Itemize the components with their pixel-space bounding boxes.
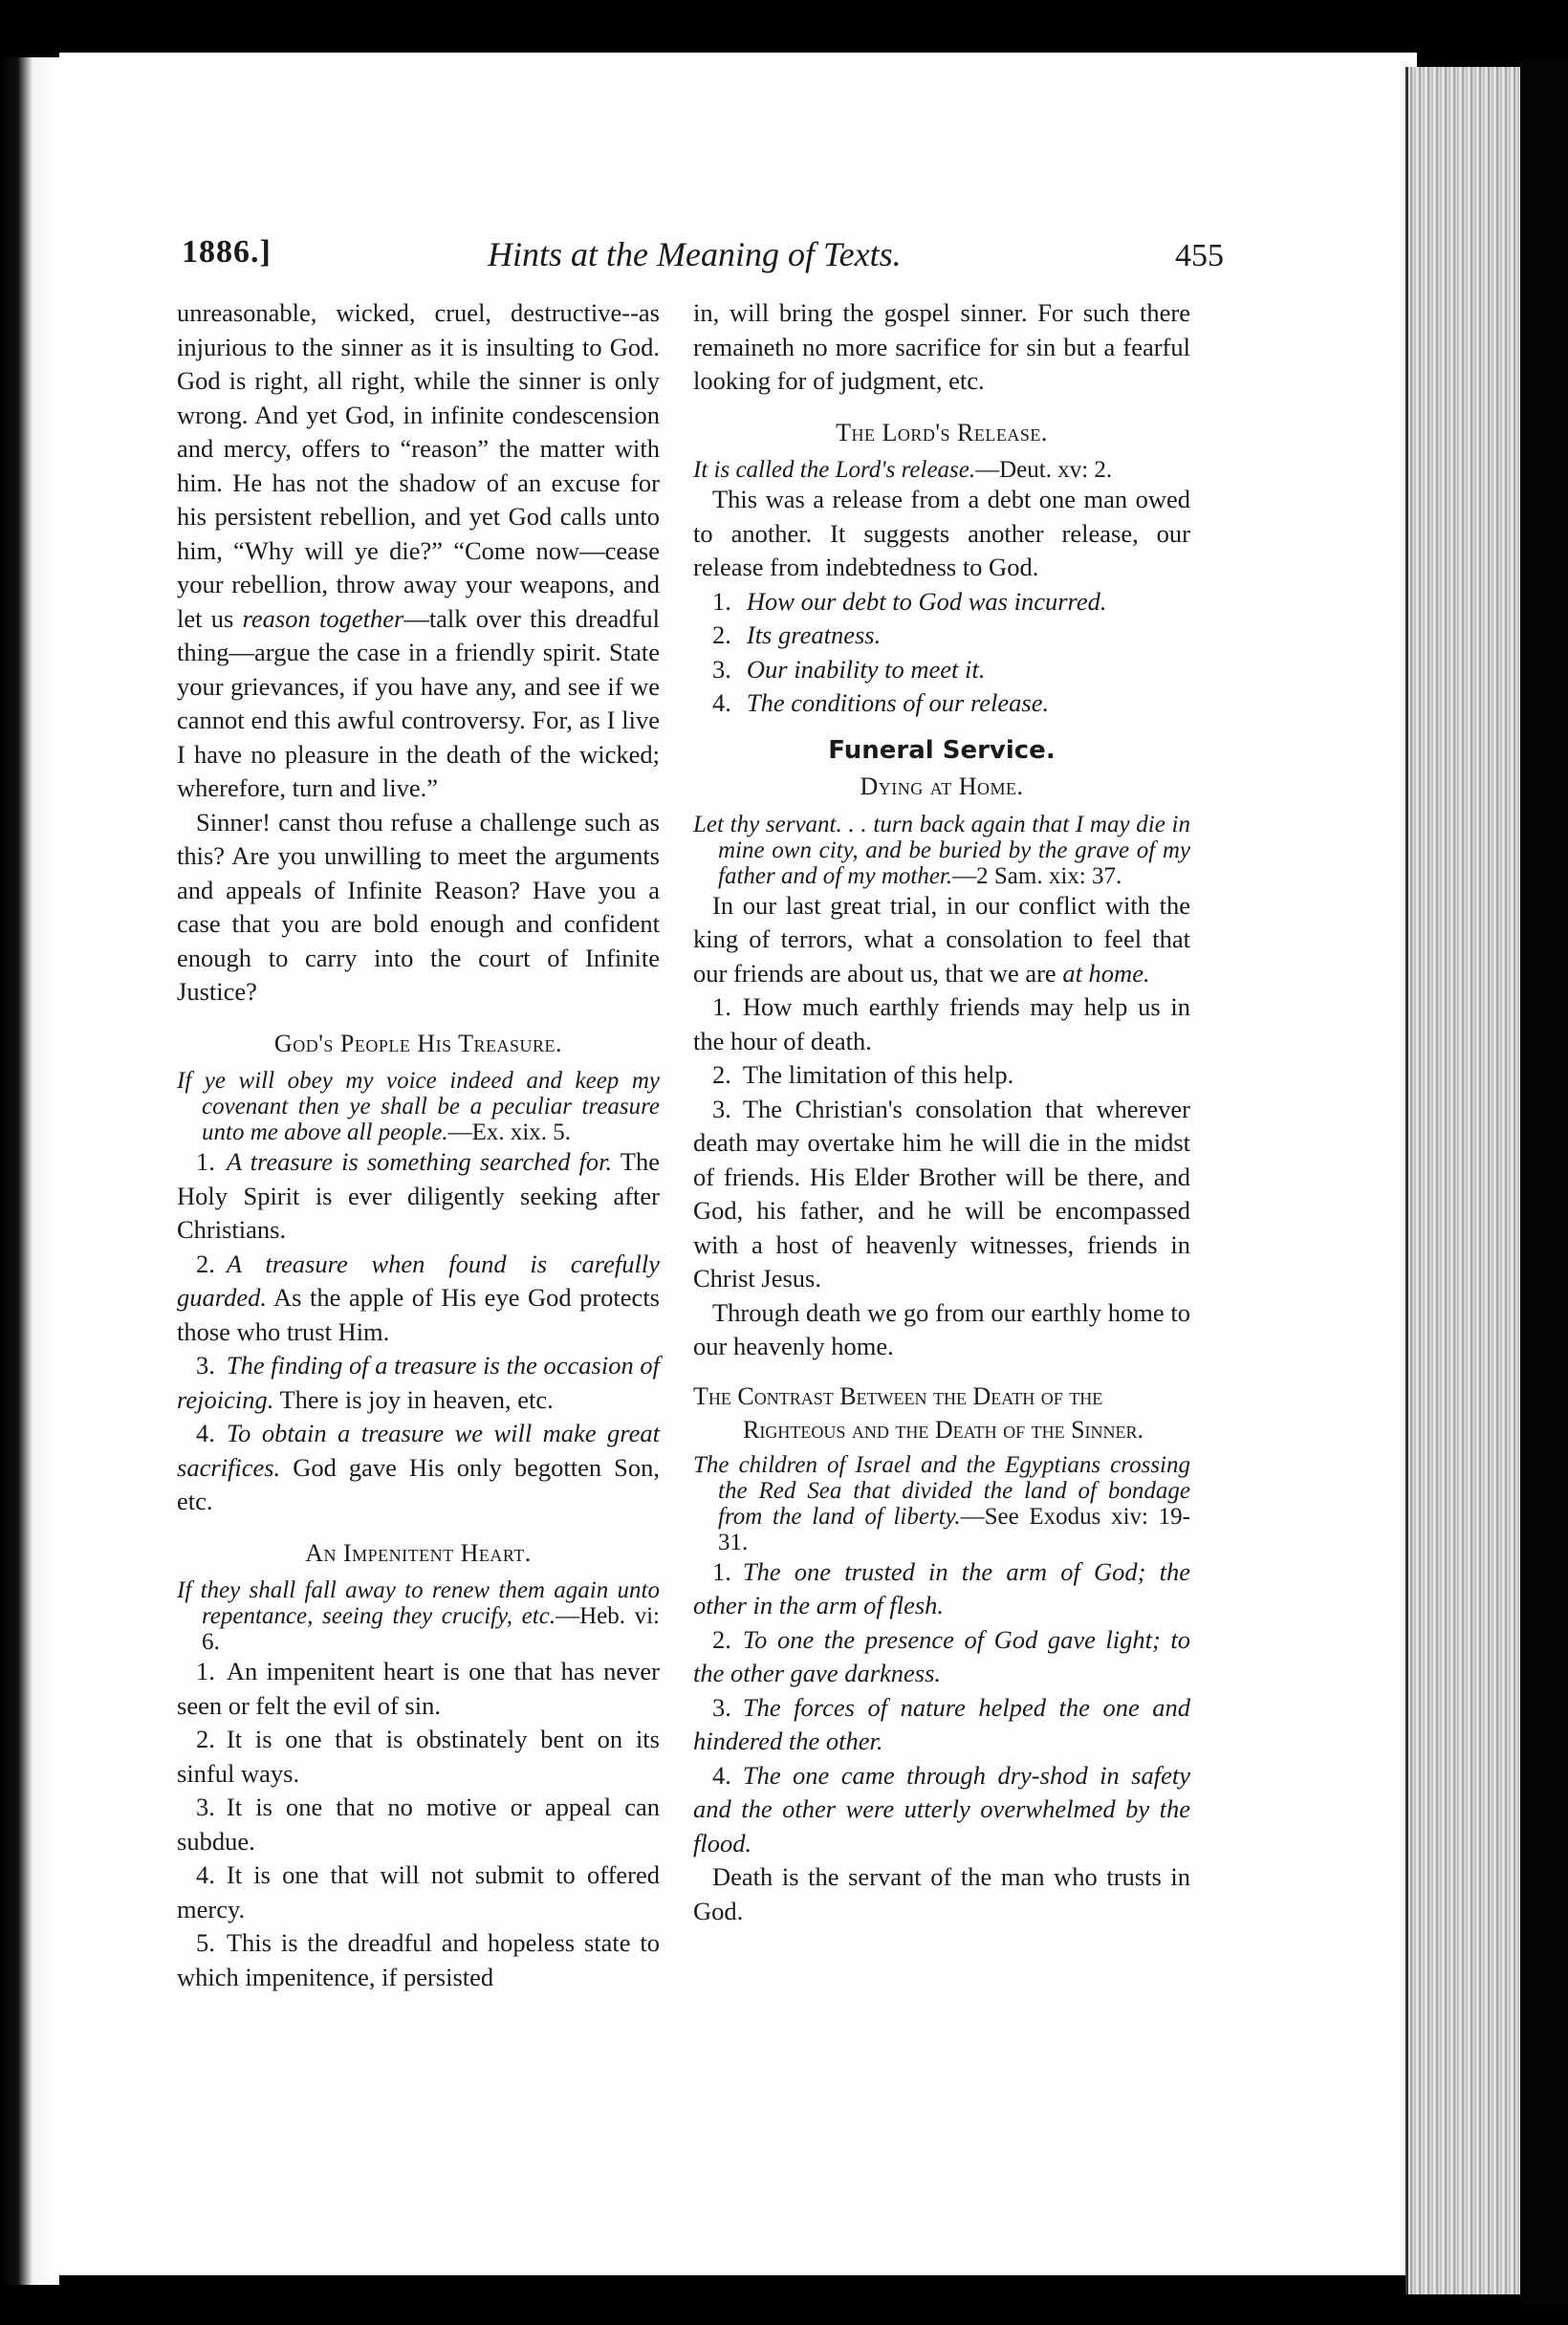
quote-text: It is called the Lord's release.: [693, 457, 976, 483]
section-heading: An Impenitent Heart.: [305, 1538, 532, 1567]
item-text: Our inability to meet it.: [746, 654, 986, 684]
list-item: [177, 1145, 660, 1248]
item-text: Its greatness.: [746, 620, 882, 649]
paragraph: [693, 889, 1190, 991]
scripture-quote: [177, 1577, 660, 1655]
quote-reference: —Heb. vi: 6.: [202, 1603, 660, 1655]
list-item: [177, 1858, 660, 1926]
item-text: The Holy Spirit is ever diligently seeking after Christians.: [177, 1147, 660, 1244]
list-item: [177, 1349, 660, 1417]
item-text: The limitation of this help.: [742, 1060, 1014, 1089]
right-column: [693, 296, 1190, 1928]
paragraph: Death is the servant of the man who trusts in God.: [693, 1862, 1190, 1925]
list-item: [693, 653, 1190, 687]
item-text: God gave His only begotten Son, etc.: [177, 1452, 660, 1515]
paragraph: This was a release from a debt one man owed to another. It suggests another release, our release from indebtedness to God.: [693, 485, 1190, 581]
book-page-edges: [1405, 67, 1533, 2294]
quote-reference: —See Exodus xiv: 19-31.: [718, 1503, 1190, 1555]
list-item: [177, 1417, 660, 1519]
item-text: The Christian's consolation that wherever death may overtake him he will die in the midst of friends. His Elder Brother will be there, and God, his father, and he will be encompassed with a host of heavenly witnesses, friends in Christ Jesus.: [693, 1094, 1190, 1293]
section-heading: God's People His Treasure.: [273, 1029, 563, 1057]
item-text: It is one that will not submit to offered mercy.: [177, 1860, 660, 1923]
item-number: 3.: [196, 1793, 215, 1821]
paragraph: in, will bring the gospel sinner. For such there remaineth no more sacrifice for sin but a fearful looking for of judgment, etc.: [693, 298, 1190, 395]
quote-reference: —Ex. xix. 5.: [447, 1119, 572, 1145]
item-text: As the apple of His eye God protects those who trust Him.: [177, 1283, 660, 1346]
quote-text: The children of Israel and the Egyptians crossing the Red Sea that divided the land of bondage from the land of liberty.: [693, 1451, 1190, 1530]
item-number: 1.: [712, 992, 731, 1021]
quote-text: If ye will obey my voice indeed and keep my covenant then ye shall be a peculiar treasure unto me above all people.: [177, 1068, 660, 1145]
list-item: [177, 1926, 660, 1994]
item-number: 4.: [196, 1860, 215, 1889]
list-item: [177, 1655, 660, 1723]
paragraph-text: unreasonable, wicked, cruel, destructive--as injurious to the sinner as it is insulting to God. God is right, all right, while the sinner is only wrong. And yet God, in infinite condescension and mercy, offers to “reason” the matter with him. He has not the shadow of an excuse for his persistent rebellion, and yet God calls unto him, “Why will ye die?” “Come now—cease your rebellion, throw away your weapons, and let us: [177, 298, 660, 633]
item-number: 3.: [712, 1692, 731, 1722]
item-text: The conditions of our release.: [746, 688, 1050, 717]
item-number: 2.: [196, 1249, 215, 1278]
quote-text: Let thy servant. . . turn back again that I may die in mine own city, and be buried by the grave of my father and of my mother.: [693, 811, 1190, 889]
paragraph-text: —talk over this dreadful thing—argue the case in a friendly spirit. State your grievances, if you have any, and see if we cannot end this awful controversy. For, as I live I have no pleasure in the death of the wicked; wherefore, turn and live.”: [177, 603, 660, 802]
list-item: [693, 1623, 1190, 1691]
item-number: 2.: [712, 620, 731, 649]
section-heading: The Contrast Between the Death of the Righteous and the Death of the Sinner.: [693, 1381, 1144, 1444]
list-item: [693, 990, 1190, 1058]
item-number: 1.: [196, 1657, 215, 1685]
item-number: 2.: [712, 1624, 731, 1654]
item-number: 4.: [712, 1760, 731, 1790]
item-number: 3.: [196, 1351, 215, 1380]
paragraph-text: In our last great trial, in our conflict with the king of terrors, what a consolation to feel that our friends are about us, that we are: [693, 890, 1190, 988]
item-text: To one the presence of God gave light; to the other gave darkness.: [693, 1624, 1190, 1687]
item-text: It is one that no motive or appeal can subdue.: [177, 1793, 660, 1856]
item-text: This is the dreadful and hopeless state to which impenitence, if persisted: [177, 1928, 660, 1991]
item-text: It is one that is obstinately bent on its sinful ways.: [177, 1725, 660, 1788]
item-italic: The finding of a treasure is the occasion of rejoicing.: [177, 1351, 660, 1414]
item-number: 4.: [196, 1419, 215, 1447]
item-text: There is joy in heaven, etc.: [273, 1384, 554, 1414]
list-item: [177, 1791, 660, 1858]
item-number: 3.: [712, 654, 731, 684]
paragraph: [177, 296, 660, 806]
item-text: How our debt to God was incurred.: [746, 586, 1107, 616]
list-item: [693, 1093, 1190, 1296]
item-italic: A treasure when found is carefully guarded.: [177, 1249, 660, 1312]
list-item: [693, 1555, 1190, 1623]
item-number: 2.: [196, 1725, 215, 1753]
item-number: 1.: [712, 586, 731, 616]
list-item: [693, 619, 1190, 653]
item-number: 2.: [712, 1060, 731, 1089]
paragraph: Sinner! canst thou refuse a challenge such as this? Are you unwilling to meet the arguments and appeals of Infinite Reason? Have you a case that you are bold enough and confident enough to carry into the court of Infinite Justice?: [177, 807, 660, 1006]
left-column: [177, 296, 660, 1994]
item-number: 3.: [712, 1094, 731, 1123]
italic-text: at home.: [1062, 958, 1150, 988]
item-text: The forces of nature helped the one and hindered the other.: [693, 1692, 1190, 1755]
item-text: The one came through dry-shod in safety and the other were utterly overwhelmed by the flood.: [693, 1760, 1190, 1858]
running-header: [182, 234, 1224, 282]
header-year: 1886.]: [182, 234, 272, 270]
item-text: An impenitent heart is one that has never seen or felt the evil of sin.: [177, 1657, 660, 1720]
item-number: 1.: [196, 1147, 215, 1176]
item-number: 5.: [196, 1928, 215, 1957]
list-item: [177, 1723, 660, 1791]
list-item: [693, 686, 1190, 721]
item-number: 1.: [712, 1556, 731, 1586]
list-item: [177, 1248, 660, 1350]
paragraph: Through death we go from our earthly home to our heavenly home.: [693, 1297, 1190, 1360]
page-number: 455: [1175, 238, 1224, 273]
scripture-quote: [693, 1452, 1190, 1555]
scripture-quote: [693, 812, 1190, 889]
italic-text: reason together: [242, 603, 404, 633]
scripture-quote: [693, 457, 1190, 483]
list-item: [693, 1759, 1190, 1861]
section-subheading: Dying at Home.: [860, 772, 1024, 800]
item-text: The one trusted in the arm of God; the other in the arm of flesh.: [693, 1556, 1190, 1619]
section-heading: The Lord's Release.: [836, 418, 1048, 446]
scripture-quote: [177, 1068, 660, 1145]
running-title: Hints at the Meaning of Texts.: [488, 235, 902, 273]
quote-reference: —Deut. xv: 2.: [975, 457, 1113, 483]
scan-left-edge: [0, 57, 59, 2285]
list-item: [693, 1058, 1190, 1093]
item-number: 4.: [712, 688, 731, 717]
list-item: [693, 585, 1190, 619]
scan-right-edge: [1520, 57, 1568, 2304]
list-item: [693, 1691, 1190, 1759]
item-text: How much earthly friends may help us in the hour of death.: [693, 992, 1190, 1055]
quote-reference: —2 Sam. xix: 37.: [952, 862, 1122, 889]
section-heading-bold: Funeral Service.: [828, 735, 1056, 765]
item-italic: A treasure is something searched for.: [226, 1147, 613, 1176]
item-italic: To obtain a treasure we will make great sacrifices.: [177, 1419, 660, 1482]
quote-text: If they shall fall away to renew them again unto repentance, seeing they crucify, etc.: [177, 1577, 660, 1629]
